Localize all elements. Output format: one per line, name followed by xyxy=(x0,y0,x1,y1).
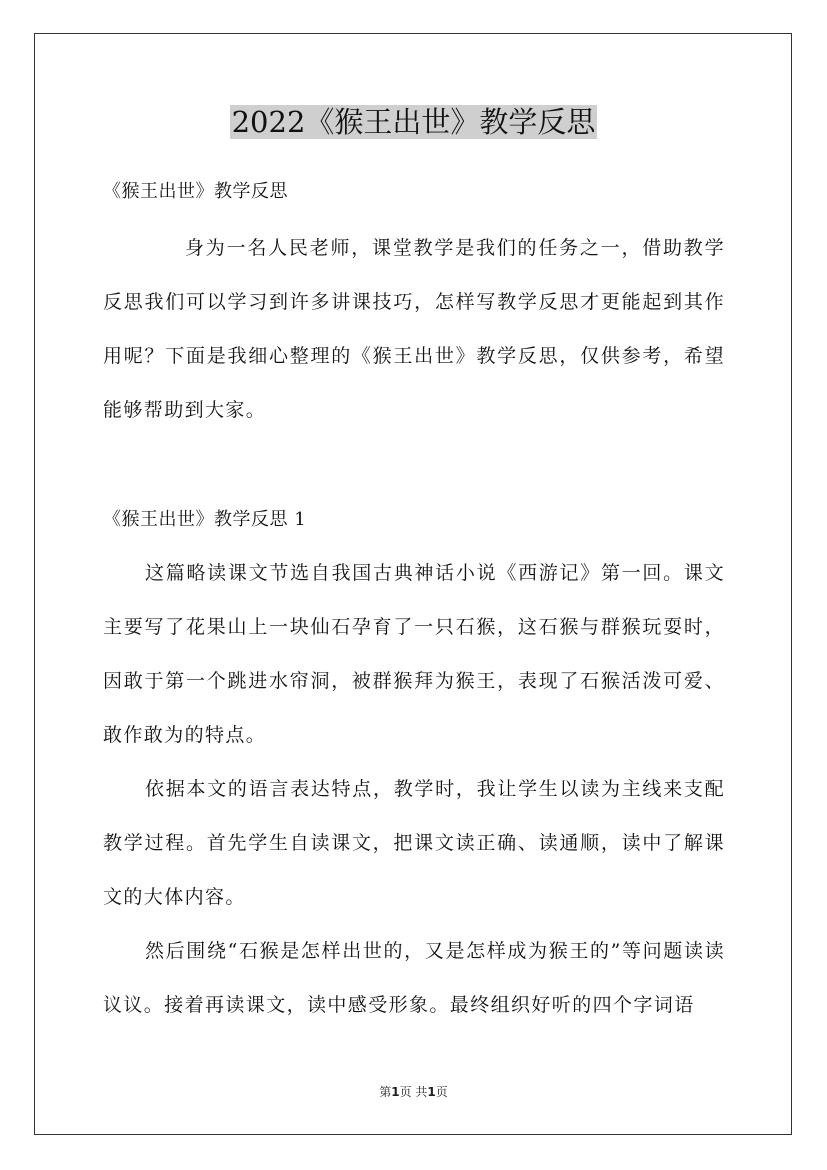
intro-paragraph: 身为一名人民老师，课堂教学是我们的任务之一，借助教学反思我们可以学习到许多讲课技巧，怎样写教学反思才更能起到其作用呢？下面是我细心整理的《猴王出世》教学反思，仅供参考，希望能够帮助到大家。 xyxy=(103,237,725,421)
footer-suffix: 页 xyxy=(435,1085,448,1099)
section1-heading: 《猴王出世》教学反思 1 xyxy=(103,509,307,530)
body-paragraph-2: 依据本文的语言表达特点，教学时，我让学生以读为主线来支配教学过程。首先学生自读课文，把课文读正确、读通顺，读中了解课文的大体内容。 xyxy=(103,778,725,908)
footer-prefix: 第 xyxy=(379,1085,392,1099)
body-paragraph-1: 这篇略读课文节选自我国古典神话小说《西游记》第一回。课文主要写了花果山上一块仙石孕育了一只石猴，这石猴与群猴玩耍时，因敢于第一个跳进水帘洞，被群猴拜为猴王，表现了石猴活泼可爱、敢作敢为的特点。 xyxy=(103,562,725,746)
document-title-text: 2022《猴王出世》教学反思 xyxy=(231,105,596,139)
page-footer xyxy=(0,1083,827,1101)
footer-mid: 页 共 xyxy=(399,1085,428,1099)
footer-page-total: 1 xyxy=(427,1085,436,1099)
body-paragraph-3: 然后围绕“石猴是怎样出世的，又是怎样成为猴王的”等问题读读议议。接着再读课文，读中感受形象。最终组织好听的四个字词语 xyxy=(103,940,725,1016)
document-heading: 《猴王出世》教学反思 xyxy=(103,181,288,202)
footer-page-number: 1 xyxy=(391,1085,400,1099)
document-title xyxy=(0,101,827,143)
